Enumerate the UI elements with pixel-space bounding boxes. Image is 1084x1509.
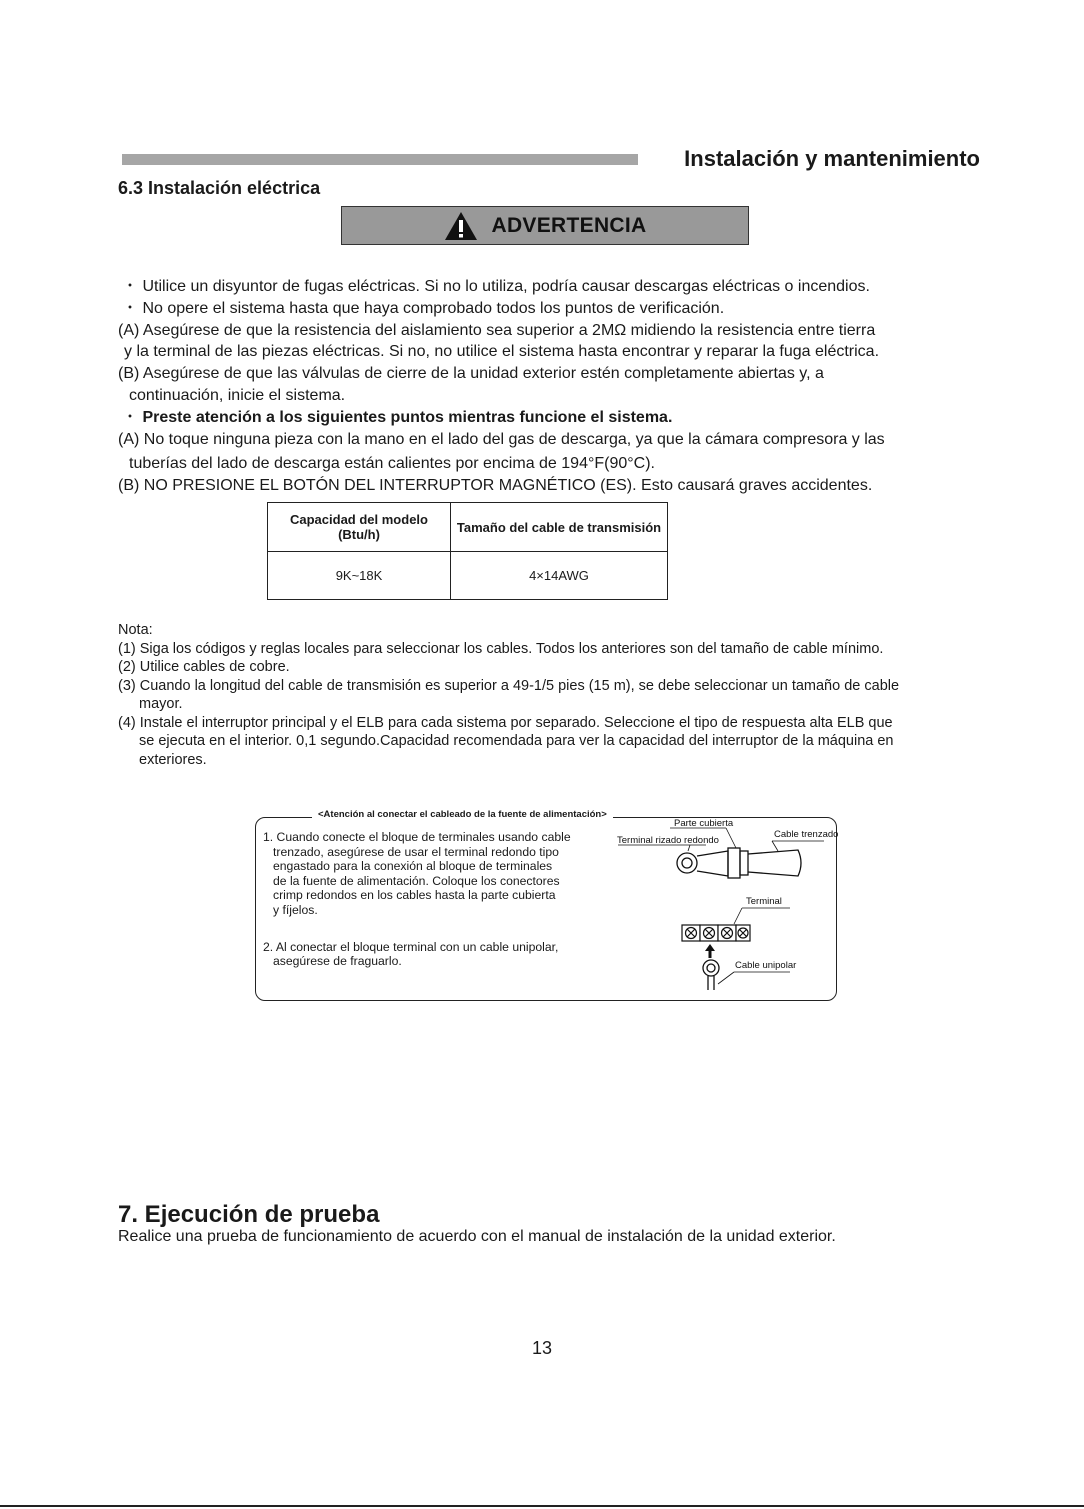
bullet-dot: ・ xyxy=(122,408,143,426)
note-line: (1) Siga los códigos y reglas locales para seleccionar los cables. Todos los anteriores son del tamaño de cable mínimo. xyxy=(118,640,884,657)
table-header-cell xyxy=(268,503,451,552)
ring-terminal-icon xyxy=(677,848,801,878)
caution-line: crimp redondos en los cables hasta la parte cubierta xyxy=(273,888,556,903)
table-cell: 9K~18K xyxy=(268,552,451,600)
header-text: Capacidad del modelo xyxy=(290,512,428,527)
note-line: mayor. xyxy=(139,696,183,712)
body-text-bold: Preste atención a los siguientes puntos mientras funcione el sistema. xyxy=(142,408,673,426)
caution-line: 1. Cuando conecte el bloque de terminales usando cable xyxy=(263,830,571,844)
footer-line xyxy=(0,1505,1084,1507)
caution-box-title: <Atención al conectar el cableado de la fuente de alimentación> xyxy=(312,809,613,820)
caution-line: 2. Al conectar el bloque terminal con un cable unipolar, xyxy=(263,939,559,954)
label-cable-trenzado: Cable trenzado xyxy=(774,829,839,840)
table-cell: 4×14AWG xyxy=(451,552,668,600)
single-core-cable-icon xyxy=(703,960,719,990)
warning-icon xyxy=(444,211,478,241)
body-line: (B) NO PRESIONE EL BOTÓN DEL INTERRUPTOR MAGNÉTICO (ES). Esto causará graves accidentes. xyxy=(118,477,873,495)
body-line: y la terminal de las piezas eléctricas. Si no, no utilice el sistema hasta encontrar y reparar la fuga eléctrica. xyxy=(124,343,880,361)
notes-block xyxy=(118,621,1018,769)
body-line xyxy=(118,276,998,298)
body-line: tuberías del lado de descarga están calientes por encima de 194°F(90°C). xyxy=(129,455,655,473)
note-line: se ejecuta en el interior. 0,1 segundo.Capacidad recomendada para ver la capacidad del interruptor de la máquina en xyxy=(139,733,894,749)
page-header-title: Instalación y mantenimiento xyxy=(684,146,980,171)
warning-banner xyxy=(341,206,749,245)
section-title: 6.3 Instalación eléctrica xyxy=(118,178,321,198)
body-line: continuación, inicie el sistema. xyxy=(129,386,346,404)
table-header-row xyxy=(268,503,668,552)
body-text: No opere el sistema hasta que haya comprobado todos los puntos de verificación. xyxy=(142,299,725,317)
section-7-text: Realice una prueba de funcionamiento de acuerdo con el manual de instalación de la unidad exterior. xyxy=(118,1228,836,1245)
body-text: Utilice un disyuntor de fugas eléctricas. Si no lo utiliza, podría causar descargas eléctricas o incendios. xyxy=(142,278,870,295)
warning-body xyxy=(118,276,998,497)
warning-label: ADVERTENCIA xyxy=(491,213,647,237)
caution-line: trenzado, asegúrese de usar el terminal redondo tipo xyxy=(273,844,559,859)
label-cable-unipolar: Cable unipolar xyxy=(735,960,797,971)
header-bar xyxy=(122,154,638,165)
table-row xyxy=(268,552,668,600)
caution-line: de la fuente de alimentación. Coloque los conectores xyxy=(273,873,560,888)
bullet-dot: ・ xyxy=(122,299,143,317)
arrow-up-icon xyxy=(705,944,715,958)
body-line xyxy=(118,298,998,320)
caution-line: asegúrese de fraguarlo. xyxy=(273,954,402,969)
page-number: 13 xyxy=(531,1338,553,1358)
label-terminal: Terminal xyxy=(746,896,782,907)
body-line: (A) No toque ninguna pieza con la mano en el lado del gas de descarga, ya que la cámara compresora y las xyxy=(118,430,885,448)
section-7-title: 7. Ejecución de prueba xyxy=(118,1201,380,1228)
note-label: Nota: xyxy=(118,622,153,638)
label-terminal-rizado: Terminal rizado redondo xyxy=(617,835,719,846)
label-parte-cubierta: Parte cubierta xyxy=(674,818,734,829)
cable-spec-table xyxy=(267,502,668,600)
body-line: (B) Asegúrese de que las válvulas de cierre de la unidad exterior estén completamente abiertas y, a xyxy=(118,365,824,383)
note-line: exteriores. xyxy=(139,751,207,768)
terminal-block-icon xyxy=(682,925,750,941)
header-text: (Btu/h) xyxy=(338,527,380,542)
bullet-dot: ・ xyxy=(122,278,143,295)
caution-box-text xyxy=(263,830,608,969)
body-line xyxy=(118,407,998,429)
body-line: (A) Asegúrese de que la resistencia del aislamiento sea superior a 2MΩ midiendo la resistencia entre tierra xyxy=(118,321,876,339)
caution-line: engastado para la conexión al bloque de terminales xyxy=(273,859,553,874)
table-header-cell: Tamaño del cable de transmisión xyxy=(451,503,668,552)
caution-line: y fíjelos. xyxy=(273,902,318,917)
note-line: (2) Utilice cables de cobre. xyxy=(118,659,290,675)
note-line: (4) Instale el interruptor principal y el ELB para cada sistema por separado. Seleccione el tipo de respuesta alta ELB que xyxy=(118,714,893,731)
note-line: (3) Cuando la longitud del cable de transmisión es superior a 49-1/5 pies (15 m), se debe seleccionar un tamaño de cable xyxy=(118,677,900,694)
